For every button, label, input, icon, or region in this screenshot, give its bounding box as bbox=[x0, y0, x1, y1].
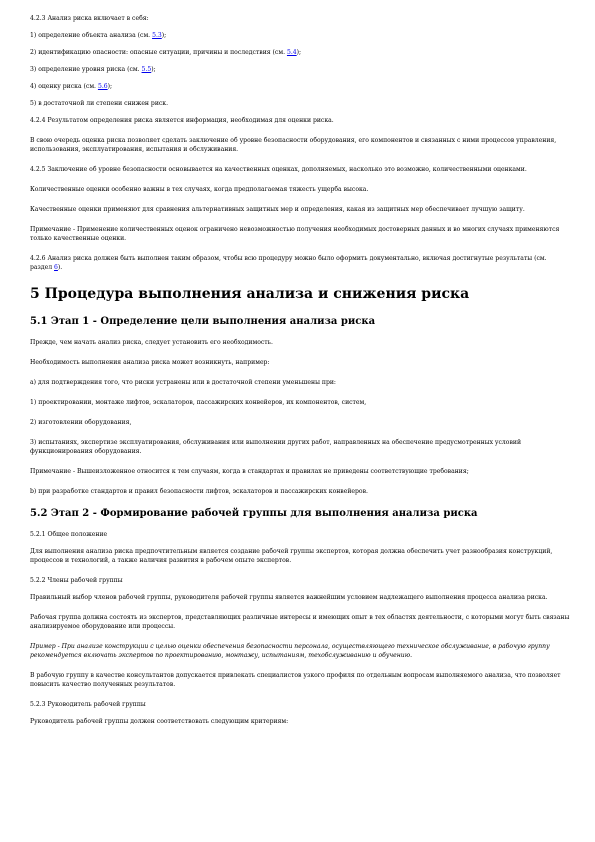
list-item-a3: 3) испытаниях, экспертизе эксплуатирования, обслуживания или выполнении других работ, направленных на обеспечение предусмотренных условий функционирования оборудования. bbox=[30, 439, 522, 455]
paragraph-need: Необходимость выполнения анализа риска может возникнуть, например: bbox=[30, 359, 270, 366]
list-item-text: 2) идентификацию опасности: опасные ситуации, причины и последствия (см. bbox=[30, 49, 287, 56]
section-5-2-2-heading: 5.2.2 Члены рабочей группы bbox=[30, 577, 123, 584]
link-section-6[interactable]: 6 bbox=[54, 264, 58, 271]
paragraph-risk-assessment: В свою очередь оценка риска позволяет сделать заключение об уровне безопасности оборудования, его компонентов и связанных с ними процессов управления, использования, эксплуатирования, испытания и обслуживания. bbox=[30, 137, 557, 153]
section-5-1-heading: 5.1 Этап 1 - Определение цели выполнения анализа риска bbox=[30, 316, 376, 327]
list-item-4 bbox=[30, 82, 570, 91]
paragraph-before: Прежде, чем начать анализ риска, следует установить его необходимость. bbox=[30, 339, 273, 346]
paragraph-qualitative: Качественные оценки применяют для сравнения альтернативных защитных мер и определения, какая из защитных мер обеспечивает лучшую защиту. bbox=[30, 206, 525, 213]
paragraph-end: ). bbox=[57, 264, 63, 271]
list-item-text: 3) определение уровня риска (см. bbox=[30, 66, 142, 73]
paragraph-4-2-5: 4.2.5 Заключение об уровне безопасности основывается на качественных оценках, дополняемых, насколько это возможно, количественными оценками. bbox=[30, 166, 527, 173]
link-5-5[interactable]: 5.5 bbox=[141, 66, 152, 73]
paragraph-4-2-3: 4.2.3 Анализ риска включает в себя: bbox=[30, 15, 149, 22]
paragraph-5-2-3: Руководитель рабочей группы должен соответствовать следующим критериям: bbox=[30, 718, 289, 725]
list-item-5: 5) в достаточной ли степени снижен риск. bbox=[30, 100, 169, 107]
paragraph-4-2-6 bbox=[30, 254, 570, 272]
paragraph-5-2-2-b: Рабочая группа должна состоять из экспертов, представляющих различные интересы и имеющих опыт в тех областях деятельности, с которыми могут быть связаны анализируемое оборудование или процессы. bbox=[30, 614, 570, 630]
link-5-4[interactable]: 5.4 bbox=[286, 49, 297, 56]
section-5-2-3-heading: 5.2.3 Руководитель рабочей группы bbox=[30, 701, 146, 708]
section-5-2-1-heading: 5.2.1 Общее положение bbox=[30, 531, 108, 538]
list-item-text: 4) оценку риска (см. bbox=[30, 83, 98, 90]
list-item-end: ); bbox=[151, 66, 156, 73]
list-item-end: ); bbox=[296, 49, 302, 56]
paragraph-4-2-4: 4.2.4 Результатом определения риска является информация, необходимая для оценки риска. bbox=[30, 117, 334, 124]
list-item-text: 1) определение объекта анализа (см. bbox=[30, 32, 153, 39]
list-item-2 bbox=[30, 48, 570, 57]
paragraph-text: 4.2.6 Анализ риска должен быть выполнен таким образом, чтобы всю процедуру можно было оформить документально, включая достигнутые результаты (см. раздел bbox=[30, 255, 547, 271]
paragraph-5-2-1: Для выполнения анализа риска предпочтительным является создание рабочей группы экспертов, которая должна обеспечить учет разнообразия конструкций, процессов и технологий, а также наличия развития в рабочем опыте экспертов. bbox=[30, 548, 553, 564]
paragraph-5-2-2-a: Правильный выбор членов рабочей группы, руководителя рабочей группы является важнейшим условием надлежащего выполнения процесса анализа риска. bbox=[30, 594, 548, 601]
note-1: Примечание - Применение количественных оценок ограничено невозможностью получения необходимых достоверных данных и во многих случаях применяются только качественные оценки. bbox=[30, 226, 560, 242]
document-page bbox=[30, 14, 570, 737]
list-item-end: ); bbox=[161, 32, 167, 39]
list-item-a1: 1) проектировании, монтаже лифтов, эскалаторов, пассажирских конвейеров, их компонентов, систем, bbox=[30, 399, 367, 406]
note-2: Примечание - Вышеизложенное относится к тем случаям, когда в стандартах и правилах не приведены соответствующие требования; bbox=[30, 468, 469, 475]
list-item-3 bbox=[30, 65, 570, 74]
section-5-2-heading: 5.2 Этап 2 - Формирование рабочей группы для выполнения анализа риска bbox=[30, 508, 478, 519]
list-item-a: а) для подтверждения того, что риски устранены или в достаточной степени уменьшены при: bbox=[30, 379, 336, 386]
link-5-3[interactable]: 5.3 bbox=[152, 32, 162, 39]
example-paragraph: Пример - При анализе конструкции с целью оценки обеспечения безопасности персонала, осуществляющего техническое обслуживание, в рабочую группу рекомендуется включать экспертов по проектированию, монтажу, испытаниям, техобслуживанию и обучению. bbox=[30, 643, 550, 659]
section-5-heading: 5 Процедура выполнения анализа и снижения риска bbox=[30, 286, 470, 302]
paragraph-5-2-2-c: В рабочую группу в качестве консультантов допускается привлекать специалистов узкого профиля по отдельным вопросам выполняемого анализа, что позволяет повысить качество полученных результатов. bbox=[30, 672, 561, 688]
list-item-a2: 2) изготовлении оборудования, bbox=[30, 419, 132, 426]
list-item-b: b) при разработке стандартов и правил безопасности лифтов, эскалаторов и пассажирских конвейеров. bbox=[30, 488, 368, 495]
list-item-1 bbox=[30, 31, 570, 40]
link-5-6[interactable]: 5.6 bbox=[97, 83, 108, 90]
paragraph-quantitative: Количественные оценки особенно важны в тех случаях, когда предполагаемая тяжесть ущерба высока. bbox=[30, 186, 369, 193]
list-item-end: ); bbox=[107, 83, 113, 90]
